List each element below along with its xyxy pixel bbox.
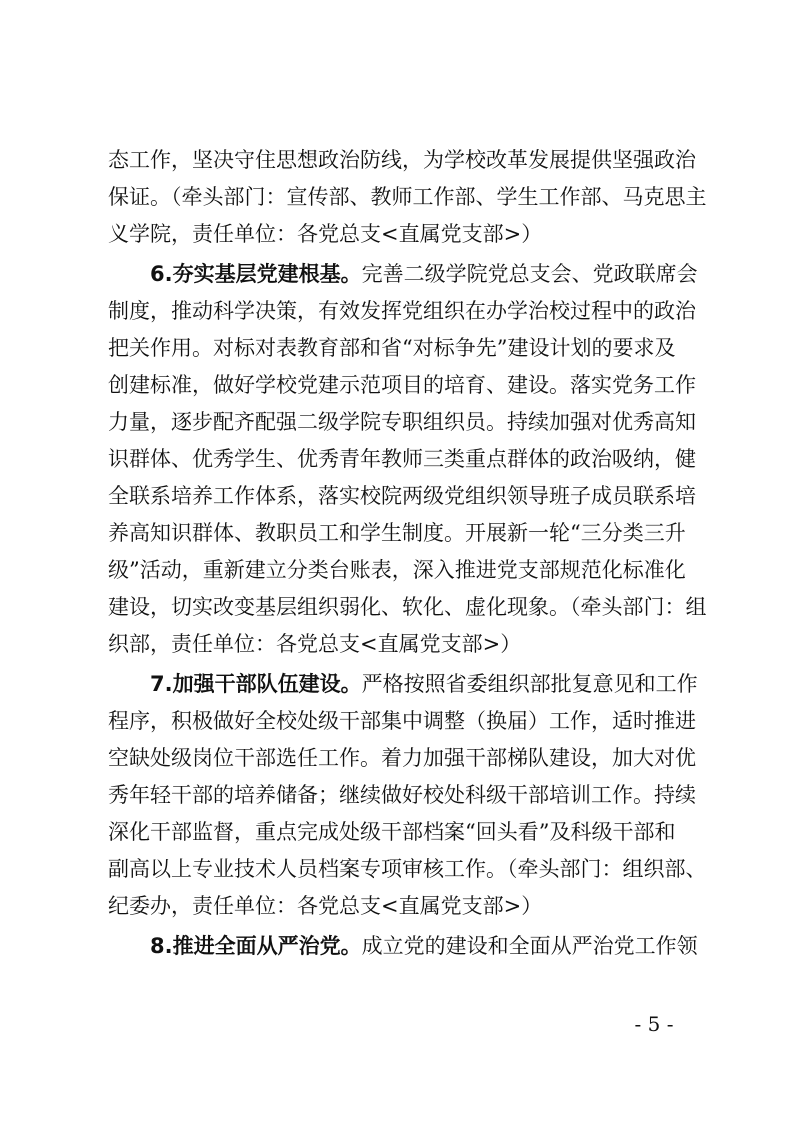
item-6-heading: 6.夯实基层党建根基。 [150,262,362,286]
item-8-first-line-text: 成立党的建设和全面从严治党工作领 [361,934,698,958]
text-line: 程序，积极做好全校处级干部集中调整（换届）工作，适时推进 [108,709,696,733]
text-line: 识群体、优秀学生、优秀青年教师三类重点群体的政治吸纳，健 [108,447,696,471]
text-line: 空缺处级岗位干部选任工作。着力加强干部梯队建设，加大对优 [108,746,696,770]
item-6-first-line [150,256,708,293]
text-line: 把关作用。对标对表教育部和省“对标争先”建设计划的要求及 [108,336,676,360]
item-7-first-line [150,666,708,703]
text-line: 制度，推动科学决策，有效发挥党组织在办学治校过程中的政治 [108,299,696,323]
text-line: 建设，切实改变基层组织弱化、软化、虚化现象。（牵头部门：组 [108,595,707,619]
item-7-first-line-text: 严格按照省委组织部批复意见和工作 [361,672,698,696]
item-7-heading: 7.加强干部队伍建设。 [150,672,362,696]
text-line: 副高以上专业技术人员档案专项审核工作。（牵头部门：组织部、 [108,857,707,881]
text-line: 全联系培养工作体系，落实校院两级党组织领导班子成员联系培 [108,484,696,508]
text-line: 秀年轻干部的培养储备；继续做好校处科级干部培训工作。持续 [108,783,696,807]
text-line: 义学院，责任单位：各党总支<直属党支部>） [108,222,543,246]
text-line: 级”活动，重新建立分类台账表，深入推进党支部规范化标准化 [108,558,686,582]
text-line: 态工作，坚决守住思想政治防线，为学校改革发展提供坚强政治 [108,148,696,172]
item-8-first-line [150,928,708,965]
item-8-heading: 8.推进全面从严治党。 [150,934,362,958]
text-line: 纪委办，责任单位：各党总支<直属党支部>） [108,894,543,918]
text-line: 深化干部监督，重点完成处级干部档案“回头看”及科级干部和 [108,820,676,844]
item-6-first-line-text: 完善二级学院党总支会、党政联席会 [361,262,698,286]
text-line: 养高知识群体、教职员工和学生制度。开展新一轮“三分类三升 [108,521,686,545]
text-line: 织部，责任单位：各党总支<直属党支部>） [108,632,522,656]
text-line: 创建标准，做好学校党建示范项目的培育、建设。落实党务工作 [108,373,696,397]
text-line: 保证。（牵头部门：宣传部、教师工作部、学生工作部、马克思主 [108,185,707,209]
page-number: - 5 - [634,1012,674,1036]
text-line: 力量，逐步配齐配强二级学院专职组织员。持续加强对优秀高知 [108,410,696,434]
